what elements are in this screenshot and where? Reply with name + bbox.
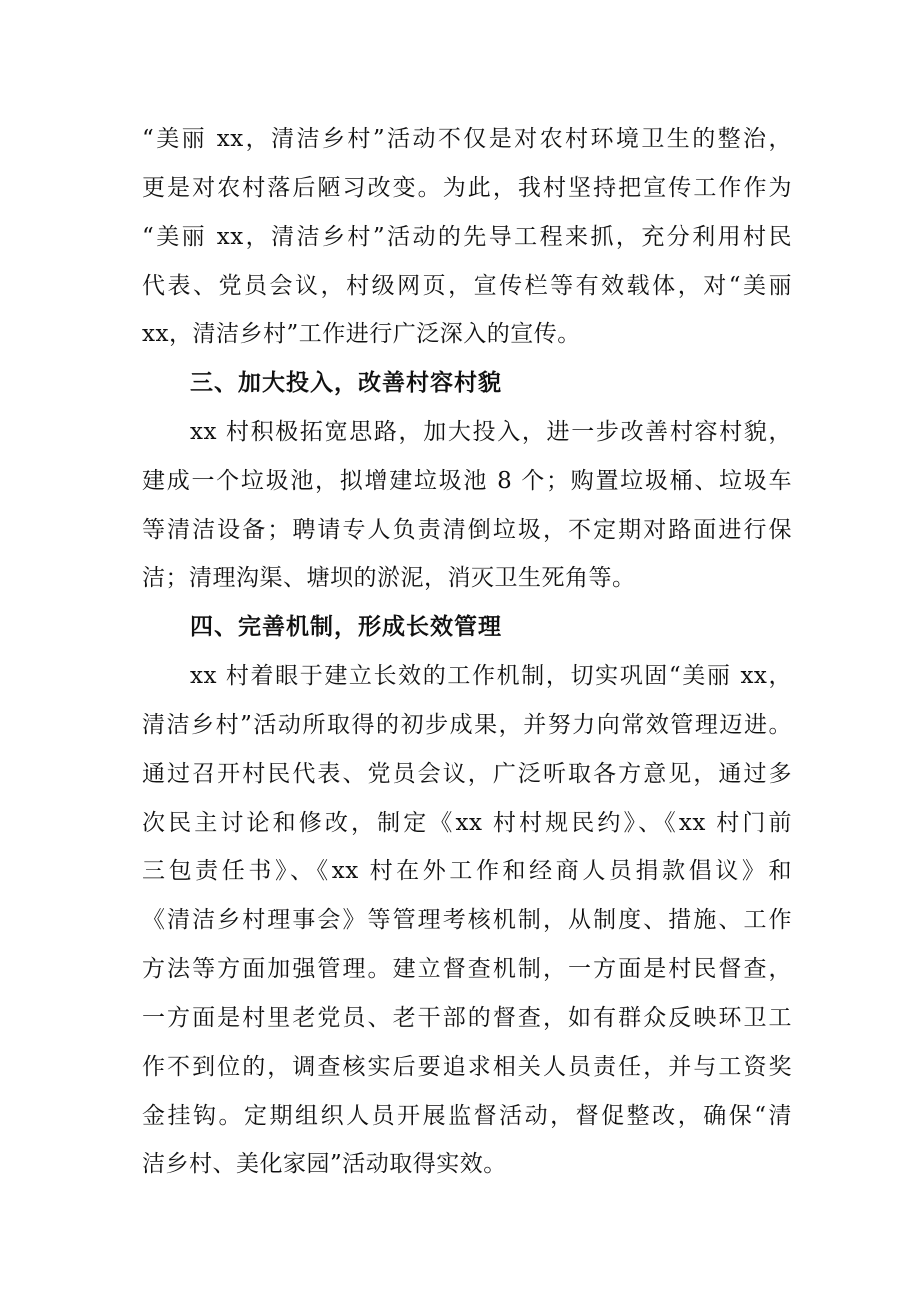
section-4-line-10: 金挂钩。定期组织人员开展监督活动，督促整改，确保“清 bbox=[142, 1103, 792, 1129]
section-4-line-5: 三包责任书》、《xx 村在外工作和经商人员捐款倡议》和 bbox=[142, 858, 792, 884]
section-4-line-4: 次民主讨论和修改，制定《xx 村村规民约》、《xx 村门前 bbox=[142, 810, 792, 836]
section-4-heading: 四、完善机制，形成长效管理 bbox=[190, 614, 502, 640]
section-4-line-9: 作不到位的，调查核实后要追求相关人员责任，并与工资奖 bbox=[142, 1054, 792, 1080]
section-4-line-2: 清洁乡村”活动所取得的初步成果，并努力向常效管理迈进。 bbox=[142, 712, 792, 738]
section-3-line-3: 等清洁设备；聘请专人负责清倒垃圾，不定期对路面进行保 bbox=[142, 517, 792, 543]
section-4-line-11: 洁乡村、美化家园”活动取得实效。 bbox=[142, 1151, 507, 1177]
section-4-line-1: xx 村着眼于建立长效的工作机制，切实巩固“美丽 xx， bbox=[190, 663, 792, 689]
section-3-heading: 三、加大投入，改善村容村貌 bbox=[190, 370, 502, 396]
section-3-line-1: xx 村积极拓宽思路，加大投入，进一步改善村容村貌， bbox=[190, 419, 792, 445]
section-3-line-2: 建成一个垃圾池，拟增建垃圾池 8 个；购置垃圾桶、垃圾车 bbox=[142, 468, 792, 494]
section-4-line-3: 通过召开村民代表、党员会议，广泛听取各方意见，通过多 bbox=[142, 761, 792, 787]
section-3-line-4: 洁；清理沟渠、塘坝的淤泥，消灭卫生死角等。 bbox=[142, 565, 636, 591]
paragraph-1-line-5: xx，清洁乡村”工作进行广泛深入的宣传。 bbox=[142, 321, 581, 347]
paragraph-1-line-3: “美丽 xx，清洁乡村”活动的先导工程来抓，充分利用村民 bbox=[142, 224, 792, 250]
paragraph-1-line-2: 更是对农村落后陋习改变。为此，我村坚持把宣传工作作为 bbox=[142, 175, 792, 201]
section-4-line-7: 方法等方面加强管理。建立督查机制，一方面是村民督查， bbox=[142, 956, 792, 982]
section-4-line-8: 一方面是村里老党员、老干部的督查，如有群众反映环卫工 bbox=[142, 1005, 792, 1031]
paragraph-1-line-1: “美丽 xx，清洁乡村”活动不仅是对农村环境卫生的整治， bbox=[142, 126, 792, 152]
paragraph-1-line-4: 代表、党员会议，村级网页，宣传栏等有效载体，对“美丽 bbox=[142, 273, 792, 299]
section-4-line-6: 《清洁乡村理事会》等管理考核机制，从制度、措施、工作 bbox=[142, 907, 792, 933]
